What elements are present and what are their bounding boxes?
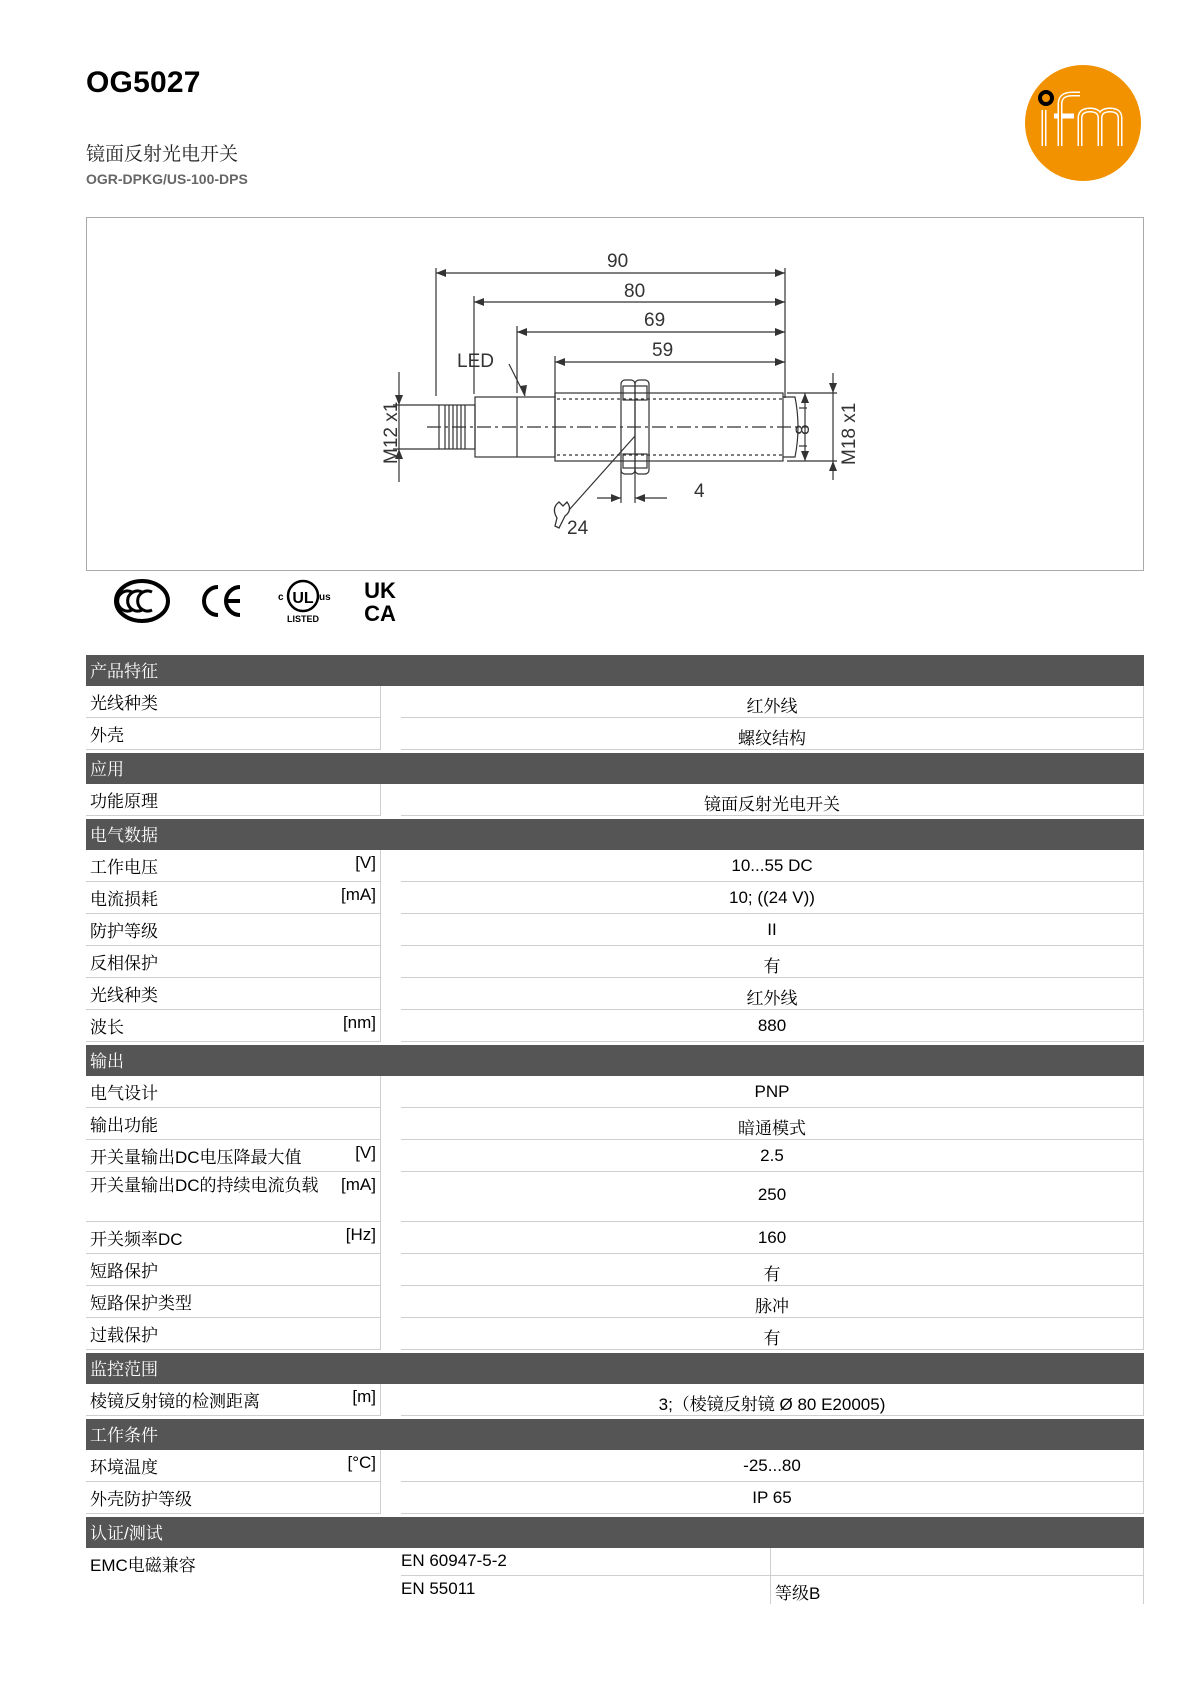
spec-label-cell <box>86 1076 381 1108</box>
svg-text:c: c <box>278 592 284 603</box>
spec-label: 防护等级 <box>90 922 158 941</box>
spec-label-cell <box>86 1482 381 1514</box>
spec-label-cell <box>86 1254 381 1286</box>
spec-unit: [mA] <box>341 1175 376 1194</box>
emc-row <box>401 1576 1144 1604</box>
spec-row <box>86 946 1144 978</box>
dim-69: 69 <box>644 310 666 331</box>
emc-note: 等级B <box>771 1576 1144 1604</box>
spec-unit: [V] <box>355 1143 376 1162</box>
dim-8: 8 <box>793 424 814 435</box>
spec-value: IP 65 <box>401 1482 1144 1514</box>
dim-90: 90 <box>607 251 629 272</box>
svg-text:UK: UK <box>364 578 396 603</box>
spec-label: 开关量输出DC电压降最大值 <box>90 1148 302 1167</box>
ul-listed-mark <box>274 578 332 629</box>
section-header: 产品特征 <box>86 655 1144 686</box>
spec-row <box>86 1384 1144 1416</box>
m18-label: M18 x1 <box>839 402 860 465</box>
dim-80: 80 <box>624 281 646 302</box>
spec-row <box>86 1172 1144 1222</box>
spec-label: 环境温度 <box>90 1458 158 1477</box>
spec-label-cell <box>86 978 381 1010</box>
emc-grid <box>401 1548 1144 1604</box>
spec-row <box>86 850 1144 882</box>
emc-block <box>86 1548 1144 1604</box>
spec-value: 3;（棱镜反射镜 Ø 80 E20005) <box>401 1384 1144 1416</box>
spec-value: 镜面反射光电开关 <box>401 784 1144 816</box>
spec-unit: [mA] <box>341 885 376 904</box>
spec-label: 过载保护 <box>90 1326 158 1345</box>
spec-label-cell <box>86 914 381 946</box>
spec-value: 有 <box>401 946 1144 978</box>
spec-value: II <box>401 914 1144 946</box>
spec-label-cell <box>86 1108 381 1140</box>
spec-row <box>86 1140 1144 1172</box>
emc-standard: EN 60947-5-2 <box>401 1548 771 1576</box>
spec-value: 880 <box>401 1010 1144 1042</box>
spec-label-cell <box>86 946 381 978</box>
spec-row <box>86 1450 1144 1482</box>
spec-row <box>86 1108 1144 1140</box>
spec-label: 开关量输出DC的持续电流负载 <box>90 1176 319 1195</box>
emc-label: EMC电磁兼容 <box>90 1556 196 1575</box>
spec-label-cell <box>86 784 381 816</box>
spec-value: 有 <box>401 1254 1144 1286</box>
spec-label-cell <box>86 850 381 882</box>
spec-value: 红外线 <box>401 978 1144 1010</box>
spec-value: 脉冲 <box>401 1286 1144 1318</box>
ifm-logo <box>1024 64 1142 182</box>
spec-row <box>86 1286 1144 1318</box>
spec-row <box>86 1010 1144 1042</box>
spec-label: 输出功能 <box>90 1116 158 1135</box>
spec-value: 10; ((24 V)) <box>401 882 1144 914</box>
spec-label: 短路保护 <box>90 1262 158 1281</box>
svg-text:LISTED: LISTED <box>286 614 320 624</box>
spec-row <box>86 1076 1144 1108</box>
ce-mark <box>200 578 246 629</box>
spec-value: PNP <box>401 1076 1144 1108</box>
spec-label-cell <box>86 1286 381 1318</box>
spec-label-cell <box>86 882 381 914</box>
spec-label: 工作电压 <box>90 858 158 877</box>
spec-label-cell <box>86 1010 381 1042</box>
svg-text:CA: CA <box>364 601 396 624</box>
spec-label: 反相保护 <box>90 954 158 973</box>
spec-value: 250 <box>401 1172 1144 1222</box>
spec-value: 螺纹结构 <box>401 718 1144 750</box>
section-header: 应用 <box>86 753 1144 784</box>
spec-row <box>86 1222 1144 1254</box>
svg-text:UL: UL <box>292 590 314 607</box>
section-header: 输出 <box>86 1045 1144 1076</box>
spec-row <box>86 1318 1144 1350</box>
spec-label: 光线种类 <box>90 694 158 713</box>
section-header: 工作条件 <box>86 1419 1144 1450</box>
spec-row <box>86 914 1144 946</box>
dimension-drawing <box>86 217 1144 571</box>
spec-unit: [°C] <box>347 1453 376 1472</box>
spec-label: 光线种类 <box>90 986 158 1005</box>
section-header: 认证/测试 <box>86 1517 1144 1548</box>
spec-label: 棱镜反射镜的检测距离 <box>90 1392 260 1411</box>
spec-value: 红外线 <box>401 686 1144 718</box>
spec-row <box>86 718 1144 750</box>
ccc-mark <box>114 578 170 629</box>
spec-value: 2.5 <box>401 1140 1144 1172</box>
emc-row <box>401 1548 1144 1576</box>
spec-label-cell <box>86 1384 381 1416</box>
svg-text:us: us <box>319 592 331 603</box>
spec-table <box>86 655 1144 1604</box>
spec-unit: [nm] <box>342 1013 376 1032</box>
spec-unit: [V] <box>355 853 376 872</box>
product-title: OG5027 <box>86 66 201 99</box>
spec-row <box>86 1254 1144 1286</box>
spec-label-cell <box>86 718 381 750</box>
spec-value: 暗通模式 <box>401 1108 1144 1140</box>
spec-row <box>86 686 1144 718</box>
spec-unit: [Hz] <box>345 1225 376 1244</box>
spec-label: 电流损耗 <box>90 890 158 909</box>
spec-value: 10...55 DC <box>401 850 1144 882</box>
spec-row <box>86 784 1144 816</box>
spec-value: 160 <box>401 1222 1144 1254</box>
emc-standard: EN 55011 <box>401 1576 771 1604</box>
spec-label: 开关频率DC <box>90 1230 183 1249</box>
spec-label-cell <box>86 1318 381 1350</box>
spec-label: 外壳防护等级 <box>90 1490 192 1509</box>
section-header: 监控范围 <box>86 1353 1144 1384</box>
spec-label: 波长 <box>90 1018 124 1037</box>
ukca-mark <box>358 578 402 629</box>
spec-label-cell <box>86 686 381 718</box>
spec-unit: [m] <box>352 1387 376 1406</box>
spec-value: 有 <box>401 1318 1144 1350</box>
led-label: LED <box>457 351 494 372</box>
spec-label-cell <box>86 1450 381 1482</box>
dim-4: 4 <box>694 481 705 502</box>
spec-row <box>86 978 1144 1010</box>
spec-label: 短路保护类型 <box>90 1294 192 1313</box>
spec-label: 功能原理 <box>90 792 158 811</box>
spec-value: -25...80 <box>401 1450 1144 1482</box>
emc-note <box>771 1548 1144 1576</box>
spec-label-cell <box>86 1140 381 1172</box>
spec-row <box>86 1482 1144 1514</box>
spec-row <box>86 882 1144 914</box>
wrench-size: 24 <box>567 518 589 539</box>
section-header: 电气数据 <box>86 819 1144 850</box>
dim-59: 59 <box>652 340 674 361</box>
product-subtitle: 镜面反射光电开关 <box>86 144 239 165</box>
m12-label: M12 x1 <box>381 401 402 464</box>
spec-label-cell <box>86 1172 381 1222</box>
product-code: OGR-DPKG/US-100-DPS <box>86 171 248 187</box>
spec-label-cell <box>86 1222 381 1254</box>
spec-label: 电气设计 <box>90 1084 158 1103</box>
spec-label: 外壳 <box>90 726 124 745</box>
